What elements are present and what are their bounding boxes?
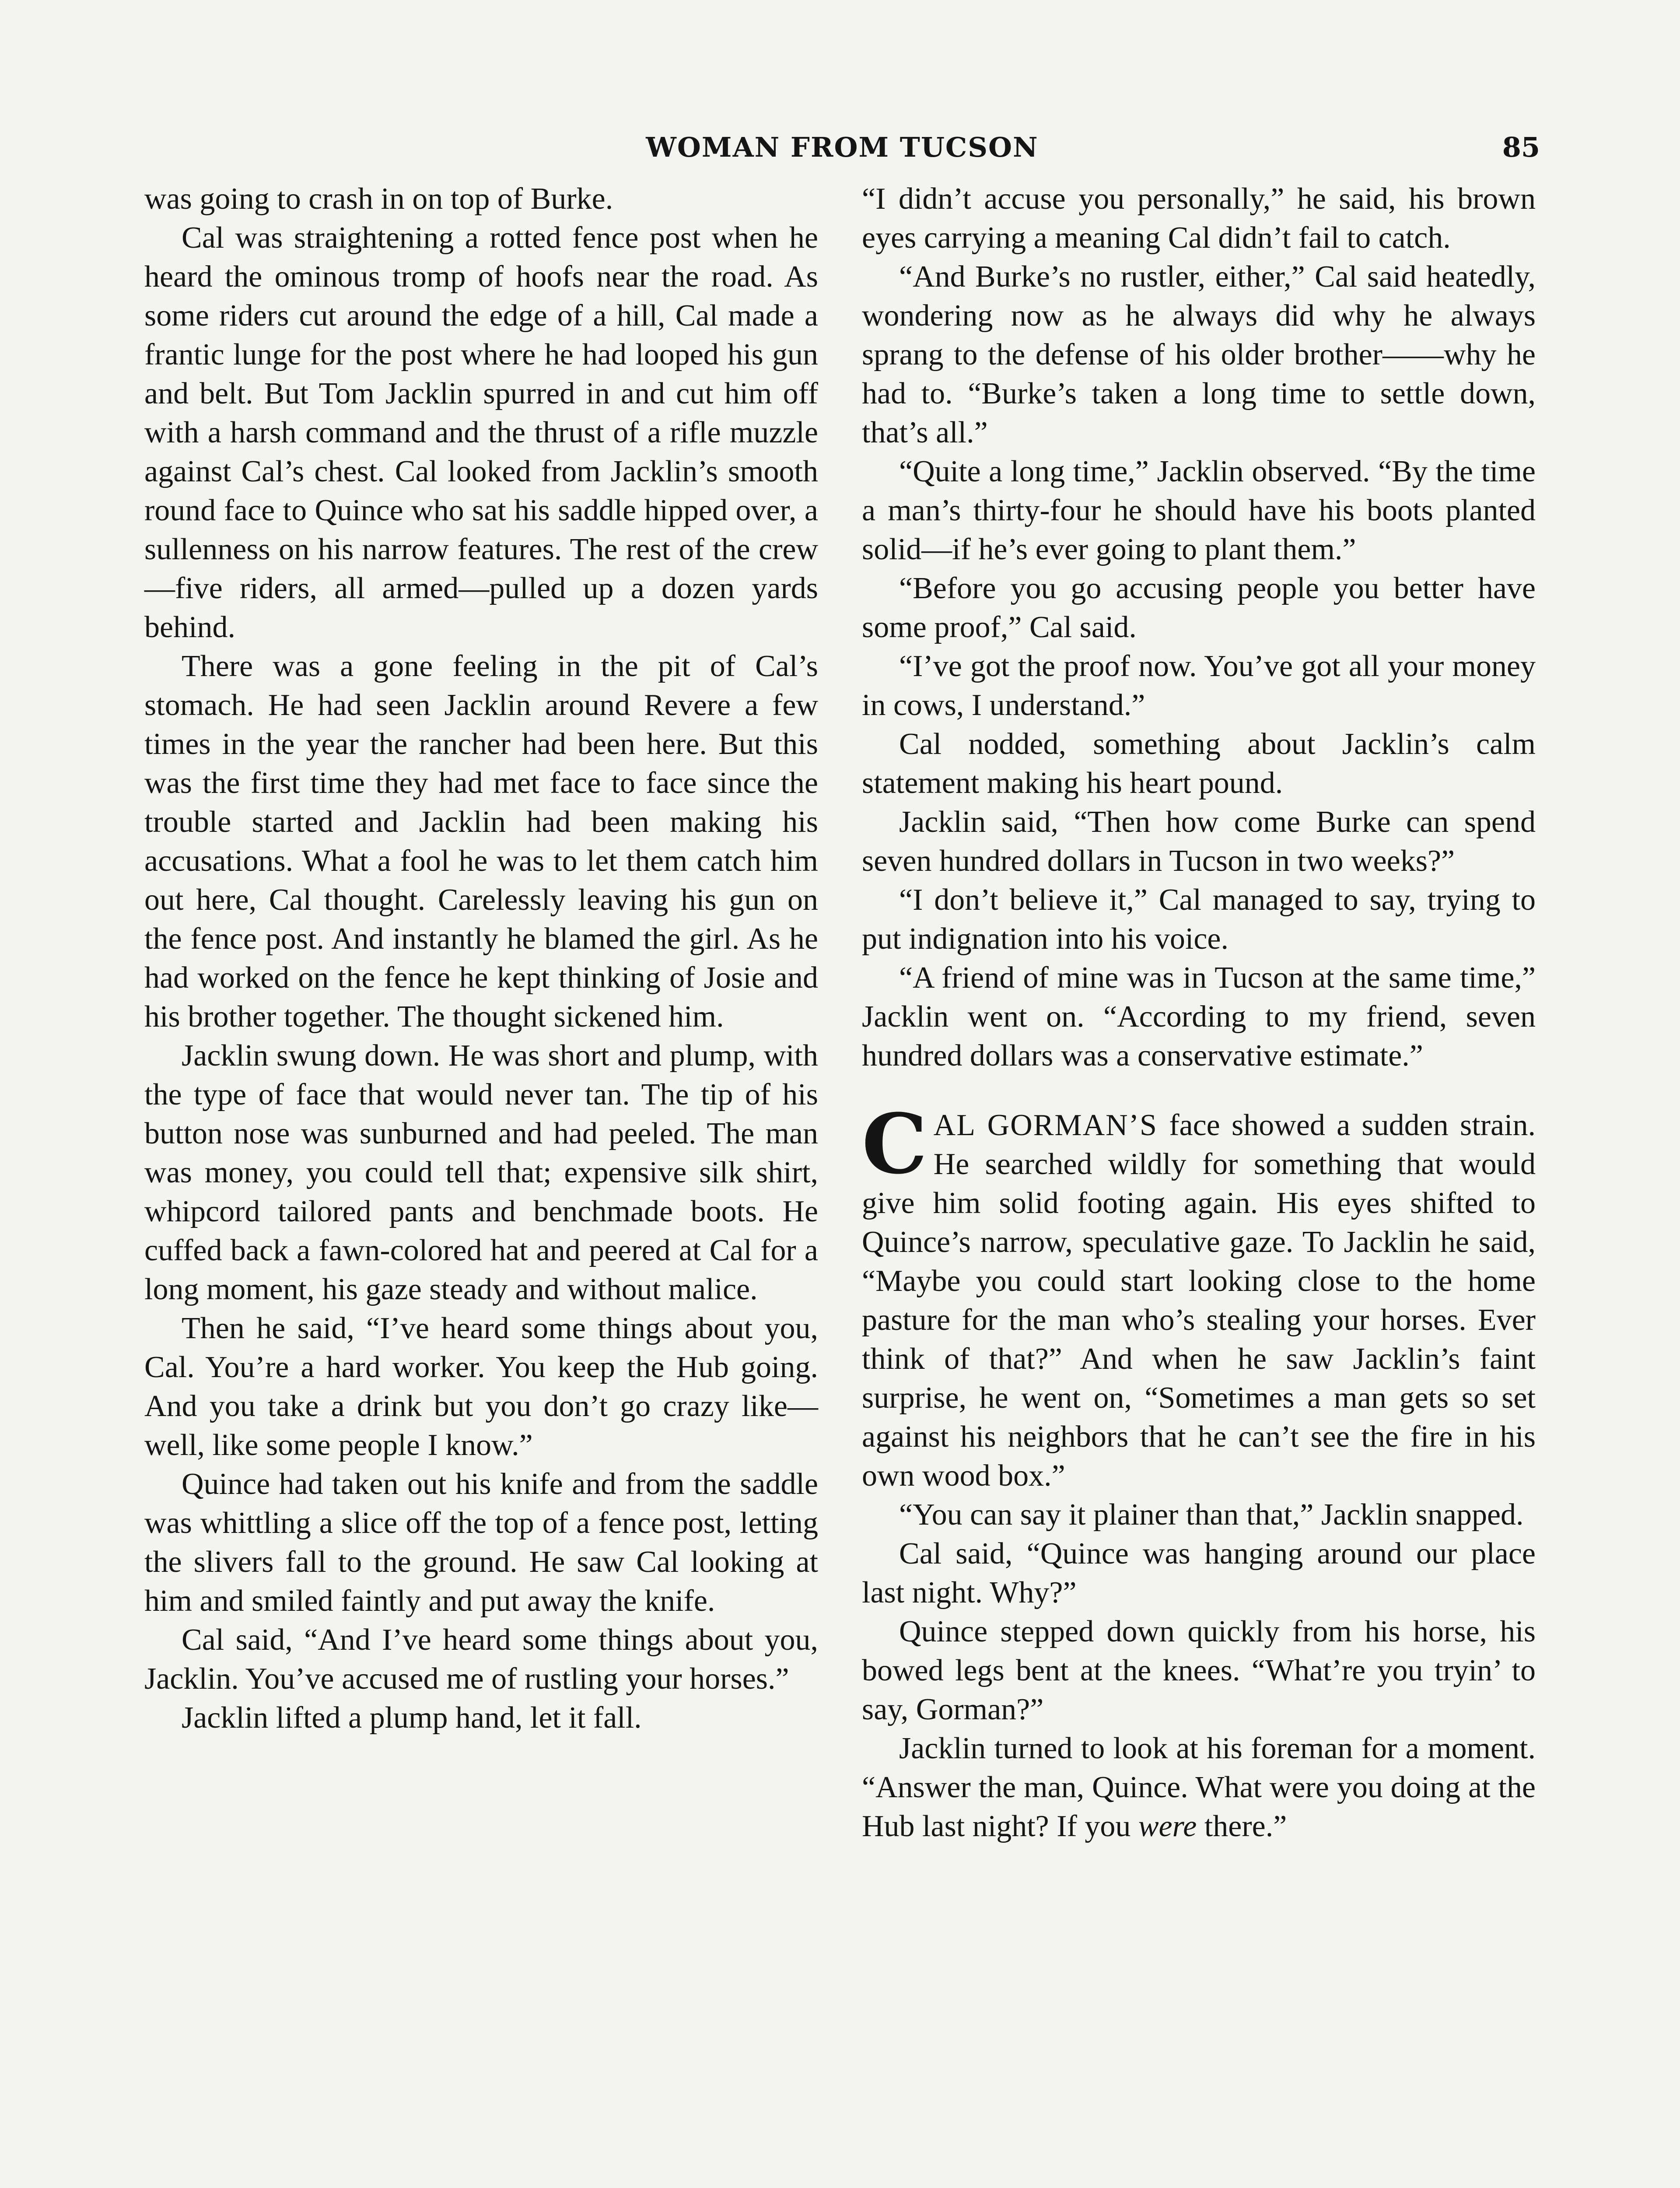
paragraph: Cal said, “And I’ve heard some things about you, Jacklin. You’ve accused me of rustling your horses.” bbox=[144, 1623, 818, 1696]
small-caps-lead: AL GORMAN’S bbox=[933, 1108, 1158, 1142]
paragraph: “And Burke’s no rustler, either,” Cal said heatedly, wondering now as he always did why he always sprang to the defense of his older brother——why he had to. “Burke’s taken a long time to settle down, that’s all.” bbox=[862, 260, 1536, 449]
paragraph: “A friend of mine was in Tucson at the same time,” Jacklin went on. “According to my friend, seven hundred dollars was a conservative estimate.” bbox=[862, 961, 1536, 1073]
paragraph: Quince stepped down quickly from his horse, his bowed legs bent at the knees. “What’re you tryin’ to say, Gorman?” bbox=[862, 1615, 1536, 1726]
section-opening-text: face showed a sudden strain. He searched wildly for something that would give him solid footing again. His eyes shifted to Quince’s narrow, speculative gaze. To Jacklin he said, “Maybe you could start looking close to the home pasture for the man who’s stealing your horses. Ever think of that?” And when he saw Jacklin’s faint surprise, he went on, “Sometimes a man gets so set against his neighbors that he can’t see the fire in his own wood box.” bbox=[862, 1108, 1536, 1493]
paragraph: “Before you go accusing people you better have some proof,” Cal said. bbox=[862, 572, 1536, 644]
paragraph: Then he said, “I’ve heard some things about you, Cal. You’re a hard worker. You keep the Hub going. And you take a drink but you don’t go crazy like—well, like some people I know.” bbox=[144, 1311, 818, 1462]
right-column bbox=[862, 179, 1536, 1846]
emphasized-word: were bbox=[1138, 1809, 1197, 1843]
left-column bbox=[144, 179, 818, 1737]
paragraph: “I don’t believe it,” Cal managed to say, trying to put indignation into his voice. bbox=[862, 883, 1536, 956]
paragraph: Quince had taken out his knife and from the saddle was whittling a slice off the top of a fence post, letting the slivers fall to the ground. He saw Cal looking at him and smiled faintly and put away the knife. bbox=[144, 1467, 818, 1618]
paragraph: There was a gone feeling in the pit of Cal’s stomach. He had seen Jacklin around Revere a few times in the year the rancher had been here. But this was the first time they had met face to face since the trouble started and Jacklin had been making his accusations. What a fool he was to let them catch him out here, Cal thought. Carelessly leaving his gun on the fence post. And instantly he blamed the girl. As he had worked on the fence he kept thinking of Josie and his brother together. The thought sickened him. bbox=[144, 649, 818, 1034]
running-title: WOMAN FROM TUCSON bbox=[646, 131, 1039, 163]
page-number: 85 bbox=[1502, 131, 1540, 163]
paragraph: Cal said, “Quince was hanging around our place last night. Why?” bbox=[862, 1537, 1536, 1609]
final-paragraph-end: there.” bbox=[1197, 1809, 1287, 1843]
final-paragraph-text: Jacklin turned to look at his foreman for a moment. “Answer the man, Quince. What were you doing at the Hub last night? If you bbox=[862, 1732, 1536, 1843]
paragraph: “Quite a long time,” Jacklin observed. “By the time a man’s thirty-four he should have his boots planted solid—if he’s ever going to plant them.” bbox=[862, 455, 1536, 566]
drop-cap: C bbox=[862, 1096, 928, 1192]
final-paragraph bbox=[862, 1729, 1536, 1846]
paragraph: was going to crash in on top of Burke. bbox=[144, 182, 613, 216]
paragraph: “I’ve got the proof now. You’ve got all your money in cows, I understand.” bbox=[862, 649, 1536, 722]
paragraph: Jacklin swung down. He was short and plump, with the type of face that would never tan. The tip of his button nose was sunburned and had peeled. The man was money, you could tell that; expensive silk shirt, whipcord tailored pants and benchmade boots. He cuffed back a fawn-colored hat and peered at Cal for a long moment, his gaze steady and without malice. bbox=[144, 1039, 818, 1306]
section-opening-paragraph bbox=[862, 1096, 1536, 1495]
paragraph: “You can say it plainer than that,” Jacklin snapped. bbox=[899, 1498, 1524, 1532]
paragraph: Jacklin said, “Then how come Burke can spend seven hundred dollars in Tucson in two weeks?” bbox=[862, 805, 1536, 878]
paragraph: Cal nodded, something about Jacklin’s calm statement making his heart pound. bbox=[862, 727, 1536, 800]
paragraph: Cal was straightening a rotted fence post when he heard the ominous tromp of hoofs near the road. As some riders cut around the edge of a hill, Cal made a frantic lunge for the post where he had looped his gun and belt. But Tom Jacklin spurred in and cut him off with a harsh command and the thrust of a rifle muzzle against Cal’s chest. Cal looked from Jacklin’s smooth round face to Quince who sat his saddle hipped over, a sullenness on his narrow features. The rest of the crew—five riders, all armed—pulled up a dozen yards behind. bbox=[144, 221, 818, 644]
running-header bbox=[144, 131, 1540, 175]
paragraph: “I didn’t accuse you personally,” he said, his brown eyes carrying a meaning Cal didn’t fail to catch. bbox=[862, 182, 1536, 255]
paragraph: Jacklin lifted a plump hand, let it fall. bbox=[182, 1701, 642, 1735]
